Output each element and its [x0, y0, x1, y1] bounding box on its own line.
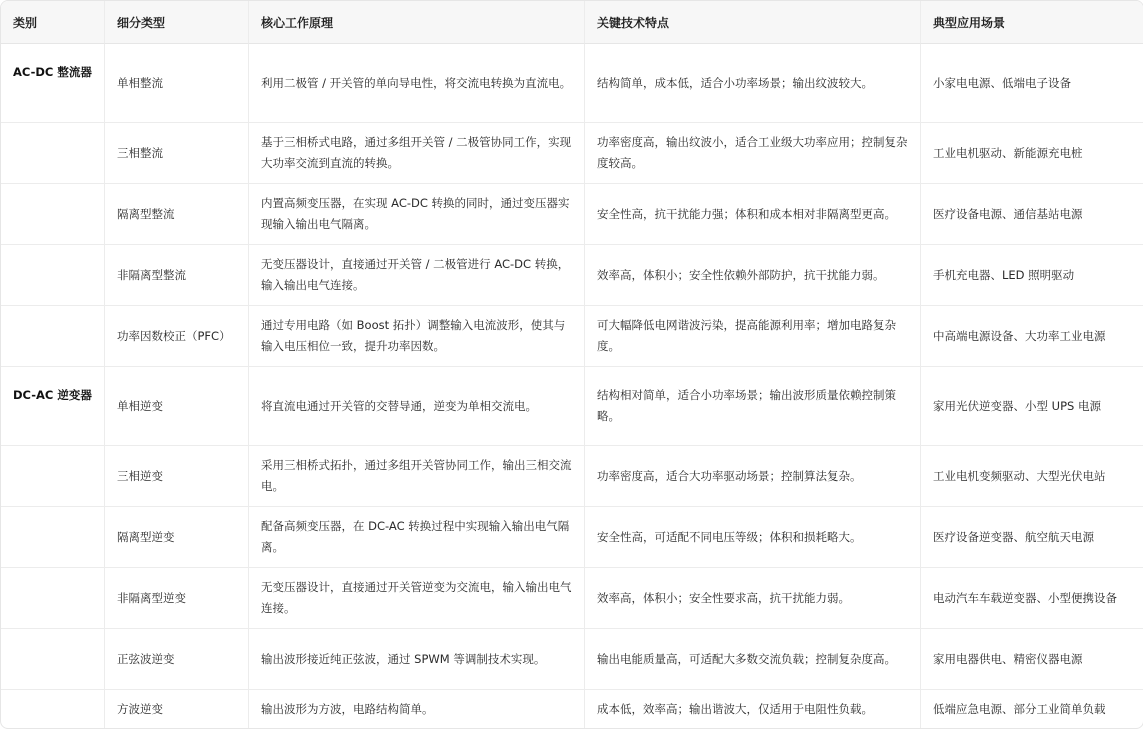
cell-category [1, 446, 105, 507]
cell-features: 可大幅降低电网谐波污染，提高能源利用率；增加电路复杂度。 [585, 306, 921, 367]
cell-principle: 内置高频变压器，在实现 AC-DC 转换的同时，通过变压器实现输入输出电气隔离。 [249, 184, 585, 245]
cell-type: 方波逆变 [105, 690, 249, 728]
cell-features: 功率密度高，输出纹波小，适合工业级大功率应用；控制复杂度较高。 [585, 123, 921, 184]
header-type: 细分类型 [105, 1, 249, 44]
cell-type: 单相逆变 [105, 367, 249, 446]
cell-applications: 电动汽车车载逆变器、小型便携设备 [921, 568, 1143, 629]
table-row [1, 44, 1143, 123]
cell-features: 功率密度高，适合大功率驱动场景；控制算法复杂。 [585, 446, 921, 507]
table-row [1, 507, 1143, 568]
cell-principle: 利用二极管 / 开关管的单向导电性，将交流电转换为直流电。 [249, 44, 585, 123]
table-row [1, 367, 1143, 446]
cell-applications: 工业电机驱动、新能源充电桩 [921, 123, 1143, 184]
cell-type: 三相逆变 [105, 446, 249, 507]
header-applications: 典型应用场景 [921, 1, 1143, 44]
cell-applications: 家用电器供电、精密仪器电源 [921, 629, 1143, 690]
cell-features: 效率高，体积小；安全性要求高，抗干扰能力弱。 [585, 568, 921, 629]
cell-type: 非隔离型逆变 [105, 568, 249, 629]
cell-principle: 无变压器设计，直接通过开关管逆变为交流电，输入输出电气连接。 [249, 568, 585, 629]
cell-principle: 通过专用电路（如 Boost 拓扑）调整输入电流波形，使其与输入电压相位一致，提升功率因数。 [249, 306, 585, 367]
table-row [1, 446, 1143, 507]
cell-applications: 低端应急电源、部分工业简单负载 [933, 701, 1106, 716]
header-category: 类别 [1, 1, 105, 44]
cell-principle: 配备高频变压器，在 DC-AC 转换过程中实现输入输出电气隔离。 [249, 507, 585, 568]
cell-category [1, 184, 105, 245]
table-row [1, 629, 1143, 690]
cell-principle: 输出波形接近纯正弦波，通过 SPWM 等调制技术实现。 [249, 629, 585, 690]
cell-principle: 采用三相桥式拓扑，通过多组开关管协同工作，输出三相交流电。 [249, 446, 585, 507]
cell-features: 成本低，效率高；输出谐波大，仅适用于电阻性负载。 [585, 690, 921, 728]
cell-applications: 医疗设备逆变器、航空航天电源 [921, 507, 1143, 568]
cell-applications: 中高端电源设备、大功率工业电源 [921, 306, 1143, 367]
cell-category [1, 245, 105, 306]
header-features: 关键技术特点 [585, 1, 921, 44]
cell-features: 安全性高，可适配不同电压等级；体积和损耗略大。 [585, 507, 921, 568]
cell-principle: 基于三相桥式电路，通过多组开关管 / 二极管协同工作，实现大功率交流到直流的转换。 [249, 123, 585, 184]
table-row [1, 123, 1143, 184]
table-row [1, 306, 1143, 367]
cell-features: 输出电能质量高，可适配大多数交流负载；控制复杂度高。 [585, 629, 921, 690]
cell-category [1, 507, 105, 568]
cell-category [1, 306, 105, 367]
cell-applications: 家用光伏逆变器、小型 UPS 电源 [921, 367, 1143, 446]
cell-type: 非隔离型整流 [105, 245, 249, 306]
cell-category [1, 123, 105, 184]
cell-type: 隔离型整流 [105, 184, 249, 245]
cell-features: 安全性高，抗干扰能力强；体积和成本相对非隔离型更高。 [585, 184, 921, 245]
header-principle: 核心工作原理 [249, 1, 585, 44]
cell-type: 单相整流 [105, 44, 249, 123]
cell-category [1, 629, 105, 690]
table-row [1, 245, 1143, 306]
cell-category: AC-DC 整流器 [1, 44, 105, 123]
cell-principle: 将直流电通过开关管的交替导通，逆变为单相交流电。 [249, 367, 585, 446]
cell-principle: 输出波形为方波，电路结构简单。 [249, 690, 585, 728]
cell-category [1, 568, 105, 629]
cell-principle: 无变压器设计，直接通过开关管 / 二极管进行 AC-DC 转换，输入输出电气连接。 [249, 245, 585, 306]
cell-features: 结构简单，成本低，适合小功率场景；输出纹波较大。 [585, 44, 921, 123]
cell-applications: 小家电电源、低端电子设备 [921, 44, 1143, 123]
cell-type: 正弦波逆变 [105, 629, 249, 690]
table-row [1, 568, 1143, 629]
cell-type: 三相整流 [105, 123, 249, 184]
cell-features: 结构相对简单，适合小功率场景；输出波形质量依赖控制策略。 [585, 367, 921, 446]
cell-type: 功率因数校正（PFC） [105, 306, 249, 367]
cell-type: 隔离型逆变 [105, 507, 249, 568]
header-row [1, 1, 1143, 44]
table-row [1, 184, 1143, 245]
cell-applications: 工业电机变频驱动、大型光伏电站 [921, 446, 1143, 507]
cell-applications: 医疗设备电源、通信基站电源 [921, 184, 1143, 245]
cell-applications: 手机充电器、LED 照明驱动 [921, 245, 1143, 306]
cell-features: 效率高，体积小；安全性依赖外部防护，抗干扰能力弱。 [585, 245, 921, 306]
cell-category: DC-AC 逆变器 [1, 367, 105, 446]
